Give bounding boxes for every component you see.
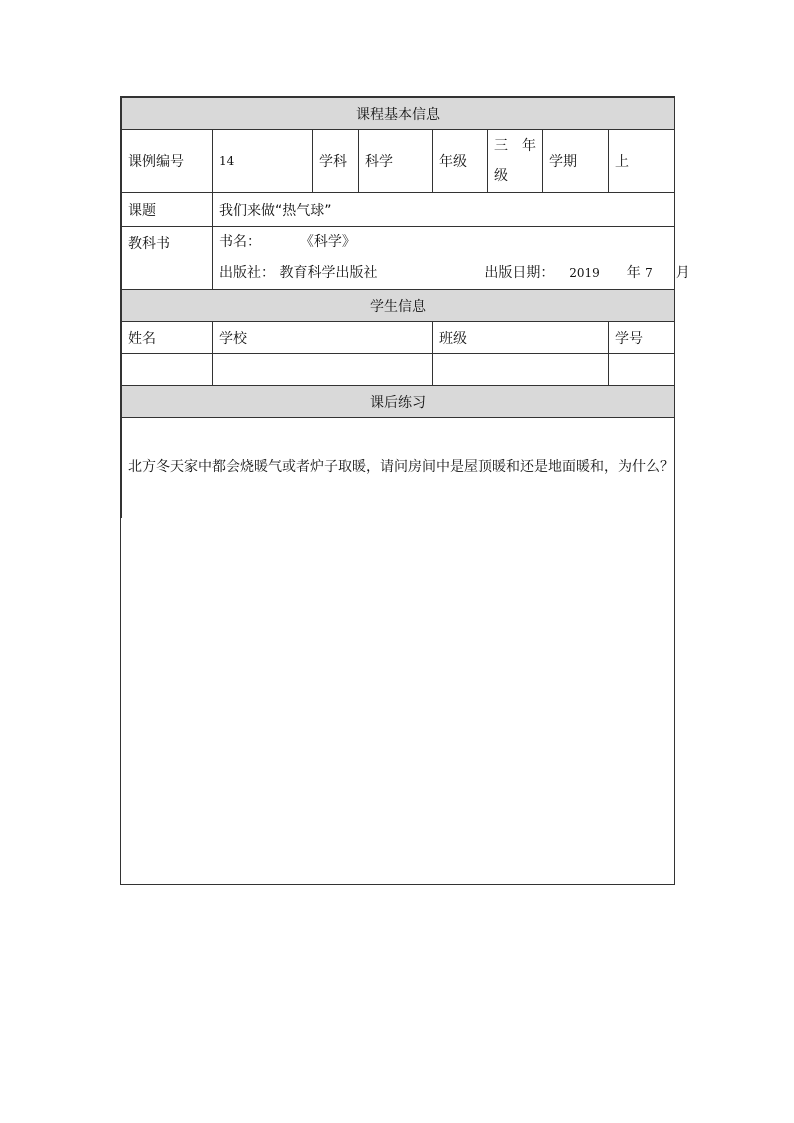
term-value: 上 bbox=[609, 130, 675, 193]
student-info-header-row bbox=[122, 290, 675, 322]
subject-value: 科学 bbox=[359, 130, 433, 193]
student-values-row bbox=[122, 354, 675, 386]
class-value[interactable] bbox=[433, 354, 609, 386]
book-name-line bbox=[219, 227, 668, 258]
exercise-header-row bbox=[122, 386, 675, 418]
textbook-label: 教科书 bbox=[122, 227, 213, 290]
textbook-row bbox=[122, 227, 675, 290]
textbook-details bbox=[213, 227, 690, 290]
exercise-question: 北方冬天家中都会烧暖气或者炉子取暖，请问房间中是屋顶暖和还是地面暖和，为什么？ bbox=[122, 418, 675, 518]
basic-info-header-row bbox=[122, 98, 675, 130]
topic-row bbox=[122, 193, 675, 227]
book-name-label: 书名： bbox=[219, 234, 261, 250]
publisher-label: 出版社： bbox=[219, 265, 275, 281]
school-value[interactable] bbox=[213, 354, 433, 386]
grade-value bbox=[488, 130, 543, 193]
pub-month: 7 bbox=[645, 266, 653, 280]
exercise-body-row bbox=[122, 418, 675, 518]
grade-label: 年级 bbox=[433, 130, 488, 193]
basic-info-title: 课程基本信息 bbox=[122, 98, 675, 130]
grade-value-line2: 级 bbox=[494, 168, 508, 184]
case-number-value: 14 bbox=[213, 130, 313, 193]
term-label: 学期 bbox=[543, 130, 609, 193]
student-info-title: 学生信息 bbox=[122, 290, 675, 322]
case-info-row bbox=[122, 130, 675, 193]
book-name-value: 《科学》 bbox=[299, 234, 356, 250]
month-unit: 月 bbox=[675, 265, 690, 281]
student-id-value[interactable] bbox=[609, 354, 675, 386]
pub-year: 2019 bbox=[569, 266, 600, 280]
pub-date-label: 出版日期： bbox=[484, 265, 555, 281]
year-unit: 年 bbox=[626, 265, 641, 281]
name-value[interactable] bbox=[122, 354, 213, 386]
subject-label: 学科 bbox=[313, 130, 359, 193]
case-number-label: 课例编号 bbox=[122, 130, 213, 193]
topic-value: 我们来做“热气球” bbox=[213, 193, 675, 227]
school-label: 学校 bbox=[213, 322, 433, 354]
topic-label: 课题 bbox=[122, 193, 213, 227]
course-info-sheet bbox=[120, 96, 690, 885]
name-label: 姓名 bbox=[122, 322, 213, 354]
class-label: 班级 bbox=[433, 322, 609, 354]
publisher-line bbox=[219, 258, 690, 289]
publisher-value: 教育科学出版社 bbox=[279, 265, 378, 281]
student-id-label: 学号 bbox=[609, 322, 675, 354]
grade-value-line1: 三 年 bbox=[494, 138, 536, 154]
student-labels-row bbox=[122, 322, 675, 354]
exercise-title: 课后练习 bbox=[122, 386, 675, 418]
info-table bbox=[121, 97, 690, 518]
